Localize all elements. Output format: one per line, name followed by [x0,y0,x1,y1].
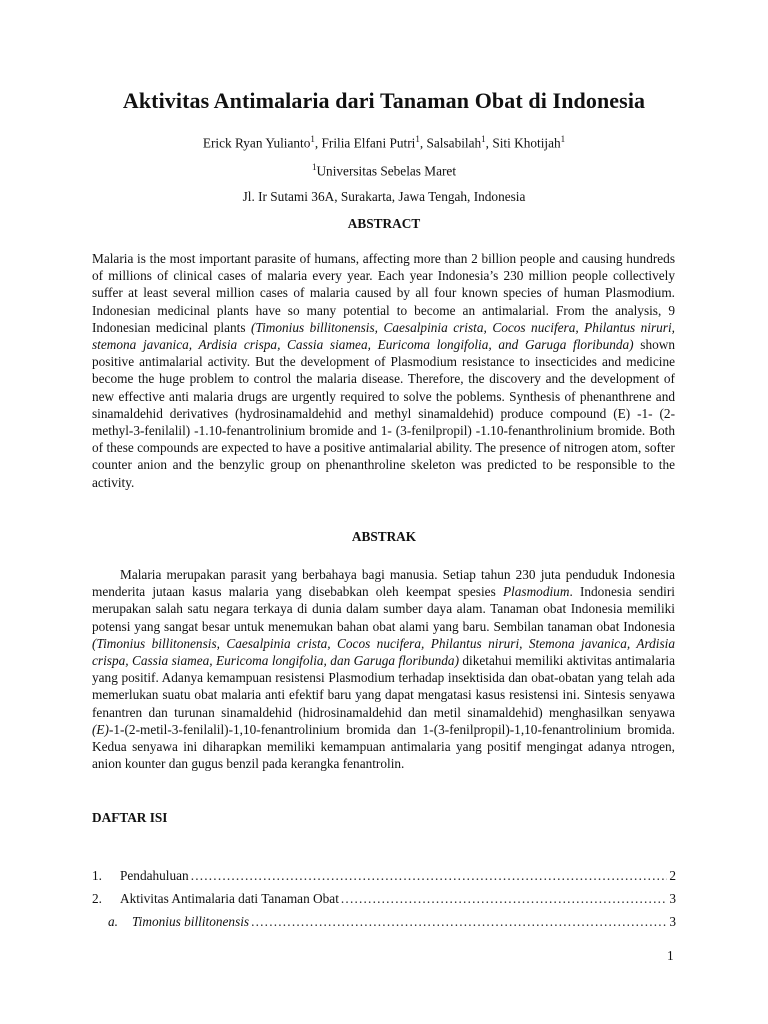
abstrak-text: diketahui memiliki aktivitas antimalaria yang positif. Adanya kemampuan resistensi Plasmodium terhadap insektisida dan obat-obatan yang telah ada memerlukan suatu obat malaria anti efektif baru yang dapat mengatasi kasus resistensi ini. Sintesis senyawa fenantren dan turunan sinamaldehid (hidrosinamaldehid dan metil sinamaldehid) menghasilkan senyawa [92,653,675,720]
page-number: 1 [667,948,674,963]
toc-entry[interactable] [92,891,676,909]
abstract-paragraph [92,250,675,491]
author-name: Salsabilah [426,135,482,151]
toc-entry-page: 3 [669,891,676,906]
author-affil-mark: 1 [310,134,315,144]
toc-heading: DAFTAR ISI [92,810,168,825]
abstrak-plasmodium: Plasmodium [502,584,570,600]
toc-subentry[interactable] [92,914,676,932]
author-name: Frilia Elfani Putri [321,135,416,151]
abstrak-text: Malaria merupakan parasit yang berbahaya bagi manusia. Setiap tahun 230 juta penduduk Indonesia menderita jutaan kasus malaria yang disebabkan oleh keempat spesies [92,567,675,600]
affiliation [0,162,768,179]
toc-entry-label: Pendahuluan [120,868,189,883]
toc-dot-leader [191,868,668,884]
toc-entry-label: Aktivitas Antimalaria dati Tanaman Obat [120,891,339,906]
toc-entry[interactable] [92,868,676,886]
abstrak-text: -1-(2-metil-3-fenilalil)-1,10-fenantrolinium bromida dan 1-(3-fenilpropil)-1,10-fenantrolinium bromida. Kedua senyawa ini diharapkan memiliki kemampuan antimalaria yang positif mengingat adanya ntrogen, anion kounter dan gugus benzil pada kerangka fenantrolin. [92,721,675,772]
toc-dot-leader [251,914,667,930]
abstract-heading: ABSTRACT [347,216,421,231]
toc-entry-page: 3 [669,914,676,929]
author-list: Erick Ryan Yulianto$^1$, Frilia Elfani Putri$^1$, Salsabilah$^1$, Siti Khotijah$^1$ [202,134,566,151]
abstrak-e-isomer: (E) [92,721,109,737]
abstrak-paragraph [92,566,675,772]
author-affil-mark: 1 [560,134,566,144]
author-name: Erick Ryan Yulianto [202,135,311,151]
abstrak-species-list: (Timonius billitonensis, Caesalpinia crista, Cocos nucifera, Philantus niruri, Stemona javanica, Ardisia crispa, Cassia siamea, Euricoma longifolia, dan Garuga floribunda) [92,635,675,669]
affiliation-mark: 1 [311,162,317,172]
abstract-species-list: (Timonius billitonensis, Caesalpinia crista, Cocos nucifera, Philantus niruri, stemona javanica, Ardisia crispa, Cassia siamea, Euricoma longifolia, and Garuga floribunda) [92,319,675,353]
abstrak-heading: ABSTRAK [351,529,417,544]
toc-entry-number: a. [108,914,118,929]
toc-entry-page: 2 [669,868,676,883]
abstract-text: Malaria is the most important parasite of humans, affecting more than 2 billion people and causing hundreds of millions of clinical cases of malaria every year. Each year Indonesia’s 230 million people collectively suffer at least several million cases of malaria caused by all four known species of human Plasmodium. Indonesian medicinal plants have so many potential to become an antimalarial. From the analysis, 9 Indonesian medicinal plants [92,251,675,335]
toc-entry-label: Timonius billitonensis [132,914,250,929]
author-affil-mark: 1 [415,134,420,144]
toc-entry-number: 2. [92,891,102,906]
paper-title: Aktivitas Antimalaria dari Tanaman Obat di Indonesia [122,88,646,113]
affiliation-name: Universitas Sebelas Maret [316,163,457,179]
toc-entry-number: 1. [92,868,102,883]
author-affil-mark: 1 [481,134,486,144]
abstract-text-rest: shown positive antimalarial activity. But the development of Plasmodium resistance to insecticides and medicine become the huge problem to control the malaria disease. Therefore, the discovery and the development of new effective anti malaria drugs are urgently required to solve the poblems. Synthesis of phenanthrene and sinamaldehid derivatives (hydrosinamaldehid and methyl sinamaldehid) produce compound (E) -1- (2-methyl-3-fenilalil) -1.10-fenantrolinium bromide and 1- (3-fenilpropil) -1.10-fenanthrolinium bromide. Both of these compounds are expected to have a positive antimalarial ability. The presence of nitrogen atom, softer counter anion and the benzylic group on phenanthroline skeleton was predicted to be responsible to the activity. [92,337,675,490]
author-name: Siti Khotijah [492,135,561,151]
abstrak-text: . Indonesia sendiri merupakan salah satu negara terkaya di dunia dalam sumber daya alam. Tanaman obat Indonesia memiliki potensi yang sangat besar untuk menemukan bahan obat alami yang baru. Sembilan tanaman obat Indonesia [92,584,676,634]
address: Jl. Ir Sutami 36A, Surakarta, Jawa Tengah, Indonesia [242,189,526,204]
toc-dot-leader [341,891,667,907]
